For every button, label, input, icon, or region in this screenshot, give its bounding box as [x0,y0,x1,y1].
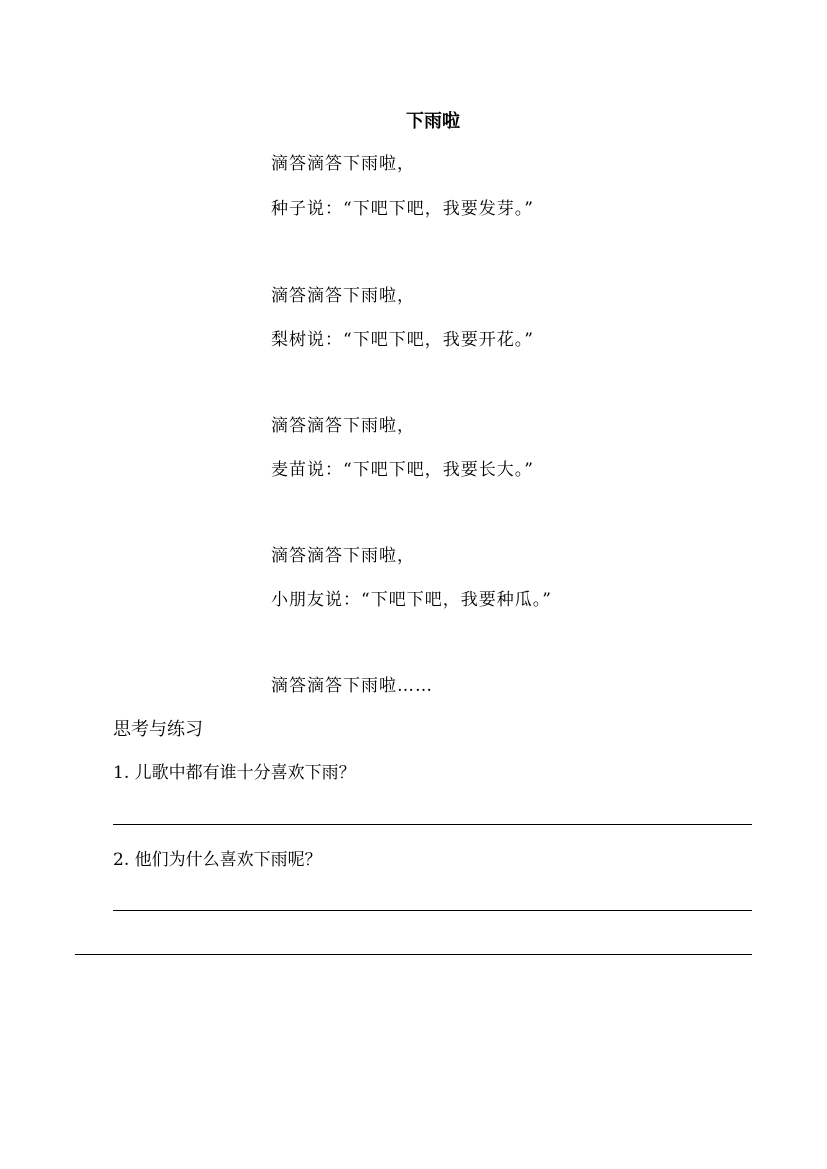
poem-line: 滴答滴答下雨啦， [271,416,415,436]
poem-line: 种子说：“下吧下吧，我要发芽。” [271,199,534,219]
poem-line: 麦苗说：“下吧下吧，我要长大。” [271,460,534,480]
poem-line: 滴答滴答下雨啦， [271,286,415,306]
poem-line: 小朋友说：“下吧下吧，我要种瓜。” [271,590,552,610]
question-2: 2. 他们为什么喜欢下雨呢？ [113,850,322,870]
poem-title: 下雨啦 [406,111,460,132]
answer-line-1[interactable] [113,824,752,825]
question-1: 1. 儿歌中都有谁十分喜欢下雨？ [113,763,356,783]
answer-line-2[interactable] [113,910,752,911]
poem-line: 滴答滴答下雨啦…… [271,676,433,696]
page-divider [75,954,752,955]
poem-line: 梨树说：“下吧下吧，我要开花。” [271,330,534,350]
exercise-heading: 思考与练习 [113,719,203,740]
poem-line: 滴答滴答下雨啦， [271,546,415,566]
poem-line: 滴答滴答下雨啦， [271,154,415,174]
